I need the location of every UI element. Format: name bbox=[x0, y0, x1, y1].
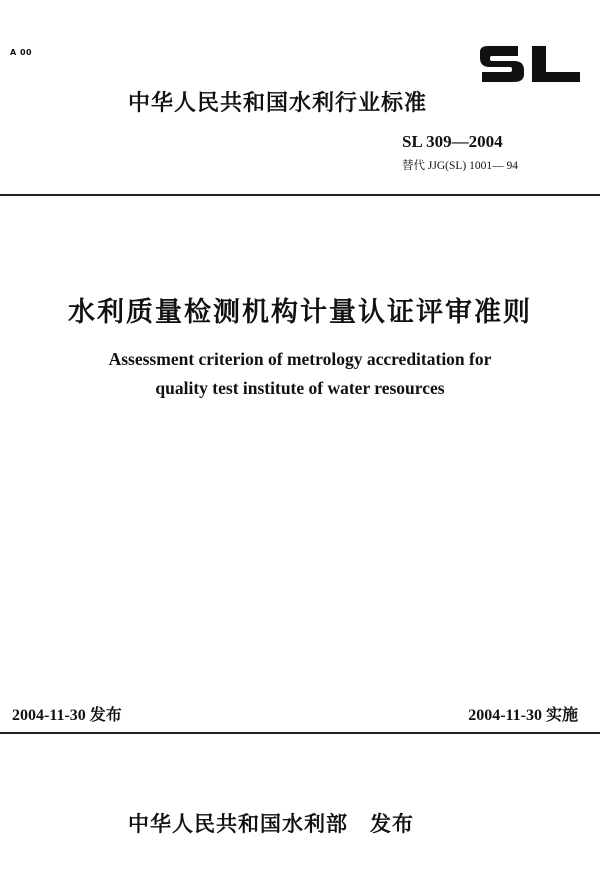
issuer-header: 中华人民共和国水利行业标准 bbox=[128, 91, 428, 116]
implement-date: 2004-11-30 实施 bbox=[468, 707, 578, 724]
title-chinese: 水利质量检测机构计量认证评审准则 bbox=[68, 297, 532, 328]
bottom-divider bbox=[0, 732, 600, 734]
issuing-body-line bbox=[128, 808, 414, 838]
sl-logo bbox=[478, 44, 582, 84]
ics-code: A 00 bbox=[10, 48, 33, 57]
top-divider bbox=[0, 194, 600, 196]
publish-date: 2004-11-30 发布 bbox=[12, 707, 122, 724]
issue-action: 发布 bbox=[370, 812, 414, 836]
issuing-body: 中华人民共和国水利部 bbox=[128, 812, 348, 836]
standard-number: SL 309—2004 bbox=[402, 132, 503, 151]
title-english-line2: quality test institute of water resources bbox=[155, 378, 445, 398]
title-english-line1: Assessment criterion of metrology accreditation for bbox=[108, 349, 492, 369]
replaces-standard: 替代 JJG(SL) 1001— 94 bbox=[402, 160, 518, 172]
title-english bbox=[0, 345, 600, 403]
